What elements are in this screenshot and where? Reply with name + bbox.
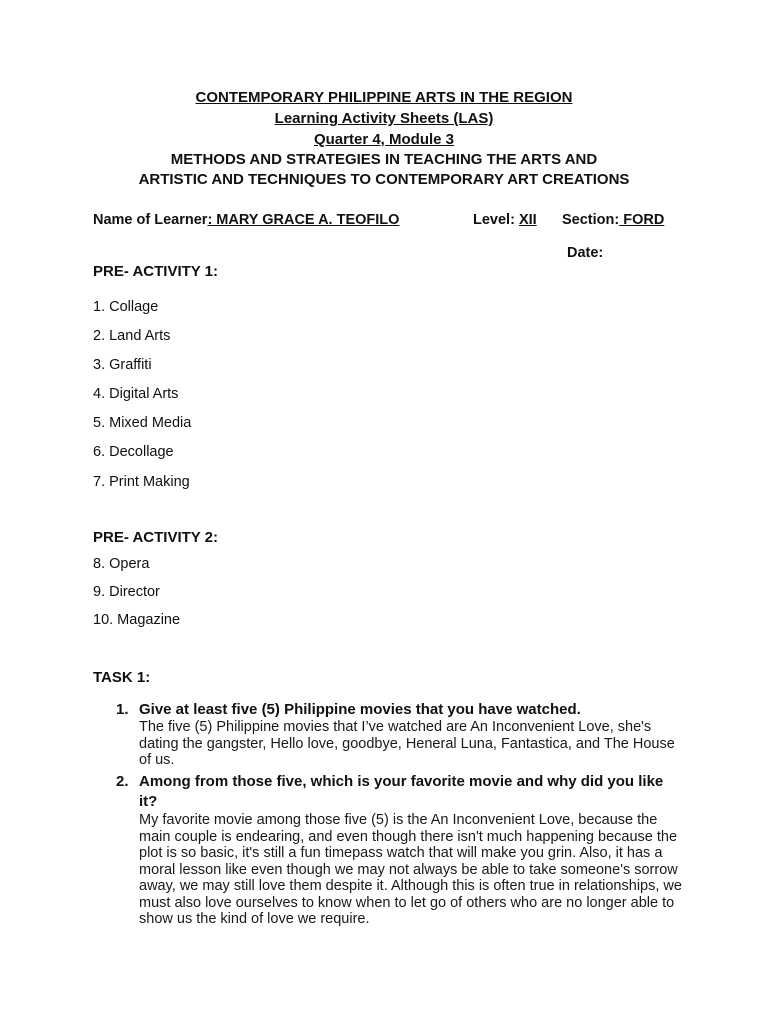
list-item: 1. Collage [93, 299, 159, 315]
list-item: 3. Graffiti [93, 357, 152, 373]
pre-activity-2-heading: PRE- ACTIVITY 2: [93, 529, 219, 546]
list-item: 8. Opera [93, 556, 150, 572]
learner-name-value: : MARY GRACE A. TEOFILO [207, 212, 400, 228]
section-label: Section: [562, 212, 620, 228]
question-number: 1. [116, 701, 129, 718]
question-text: Give at least five (5) Philippine movies that you have watched. [139, 701, 581, 718]
list-item: 6. Decollage [93, 444, 174, 460]
list-item: 4. Digital Arts [93, 386, 179, 402]
list-item: 10. Magazine [93, 612, 181, 628]
learner-level [473, 212, 537, 228]
learner-section [562, 212, 664, 228]
question-number: 2. [116, 773, 129, 790]
question-text: Among from those five, which is your favorite movie and why did you like it? [139, 773, 664, 810]
list-item: 5. Mixed Media [93, 415, 192, 431]
quarter-module: Quarter 4, Module 3 [313, 131, 455, 148]
topic-line-1: METHODS AND STRATEGIES IN TEACHING THE ARTS AND [170, 151, 598, 168]
date-label: Date: [567, 245, 604, 261]
list-item: 7. Print Making [93, 474, 190, 490]
pre-activity-1-heading: PRE- ACTIVITY 1: [93, 263, 219, 280]
list-item: 9. Director [93, 584, 160, 600]
topic-line-2: ARTISTIC AND TECHNIQUES TO CONTEMPORARY ART CREATIONS [138, 171, 630, 188]
document-title: CONTEMPORARY PHILIPPINE ARTS IN THE REGION [195, 89, 573, 106]
learner-name [93, 212, 399, 228]
answer-2: My favorite movie among those five (5) is the An Inconvenient Love, because the main couple is endearing, and even though there isn't much happening because the plot is so basic, it's still a fun timepass watch that will make you grin. Also, it has a moral lesson like even though we may not always be able to take someone's sorrow away, we may still love them despite it. Although this is often true in relationships, we must also love ourselves to know when to let go of others who are no longer able to show us the kind of love we require. [139, 812, 682, 927]
document-subtitle: Learning Activity Sheets (LAS) [274, 110, 494, 127]
learner-name-label: Name of Learner [93, 212, 208, 228]
level-label: Level: [473, 212, 519, 228]
question-1 [116, 700, 676, 720]
answer-1: The five (5) Philippine movies that I’ve watched are An Inconvenient Love, she's dating the gangster, Hello love, goodbye, Heneral Luna, Fantastica, and The House of us. [139, 719, 675, 768]
task-1-heading: TASK 1: [93, 669, 151, 686]
level-value: XII [518, 212, 537, 228]
question-2 [116, 772, 676, 812]
section-value: FORD [619, 212, 665, 228]
list-item: 2. Land Arts [93, 328, 171, 344]
